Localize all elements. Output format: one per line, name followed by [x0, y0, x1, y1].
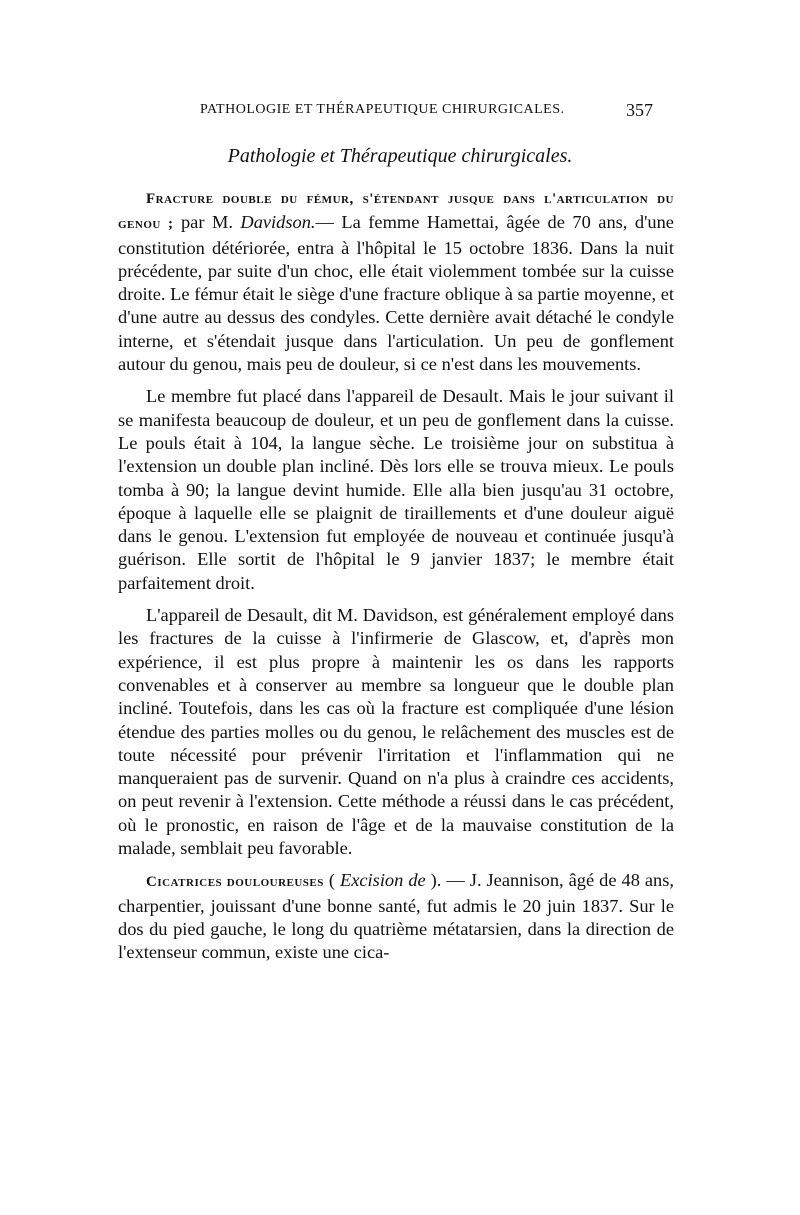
body-text	[118, 186, 674, 965]
article2-paren-close: ).	[430, 870, 442, 891]
article2-heading: Cicatrices douloureuses	[146, 874, 324, 891]
article1-heading: Fracture double du fémur, s'étendant jusque dans l'articulation du genou ;	[118, 191, 674, 233]
article1-para1-text: — La femme Hamettai, âgée de 70 ans, d'une constitution détériorée, entra à l'hôpital le 15 octobre 1836. Dans la nuit précédente, par suite d'un choc, elle était violemment tombée sur la cuisse droite. Le fémur était le siège d'une fracture oblique à sa partie moyenne, et d'une autre au dessus des condyles. Cette dernière avait détaché le condyle interne, et s'étendait jusque dans l'articulation. Un peu de gonflement autour du genou, mais peu de douleur, si ce n'est dans les mouvements.	[118, 212, 674, 375]
article2-text: — J. Jeannison, âgé de 48 ans, charpentier, jouissant d'une bonne santé, fut admis le 20 juin 1837. Sur le dos du pied gauche, le long du quatrième métatarsien, dans la direction de l'extenseur commun, existe une cica-	[118, 870, 674, 963]
section-title: Pathologie et Thérapeutique chirurgicales.	[227, 145, 573, 167]
article2-paren-open: (	[328, 870, 335, 891]
article1-paragraph2: Le membre fut placé dans l'appareil de Desault. Mais le jour suivant il se manifesta beaucoup de douleur, et un peu de gonflement dans la cuisse. Le pouls était à 104, la langue sèche. Le troisième jour on substitua à l'extension un double plan incliné. Dès lors elle se trouva mieux. Le pouls tomba à 90; la langue devint humide. Elle alla bien jusqu'au 31 octobre, époque à laquelle elle se plaignit de tiraillements et d'une douleur aiguë dans le genou. L'extension fut employée de nouveau et continuée jusqu'à guérison. Elle sortit de l'hôpital le 9 janvier 1837; le membre était parfaitement droit.	[118, 386, 674, 593]
article1-author: Davidson.	[240, 212, 316, 233]
article1-paragraph1	[118, 186, 674, 376]
article2-paragraph1	[118, 869, 674, 964]
article2-subheading: Excision de	[340, 870, 426, 891]
page-number: 357	[626, 100, 653, 120]
running-title: PATHOLOGIE ET THÉRAPEUTIQUE CHIRURGICALES.	[200, 102, 565, 117]
article1-by: par M.	[180, 212, 233, 233]
article1-paragraph3: L'appareil de Desault, dit M. Davidson, est généralement employé dans les fractures de la cuisse à l'infirmerie de Glascow, et, d'après mon expérience, il est plus propre à maintenir les os dans les rapports convenables et à conserver au membre sa longueur que le double plan incliné. Toutefois, dans les cas où la fracture est compliquée d'une lésion étendue des parties molles ou du genou, le relâchement des muscles est de toute nécessité pour prévenir l'irritation et l'inflammation qui ne manqueraient pas de survenir. Quand on n'a plus à craindre ces accidents, on peut revenir à l'extension. Cette méthode a réussi dans le cas précédent, où le pronostic, en raison de l'âge et de la mauvaise constitution de la malade, semblait peu favorable.	[118, 605, 674, 859]
